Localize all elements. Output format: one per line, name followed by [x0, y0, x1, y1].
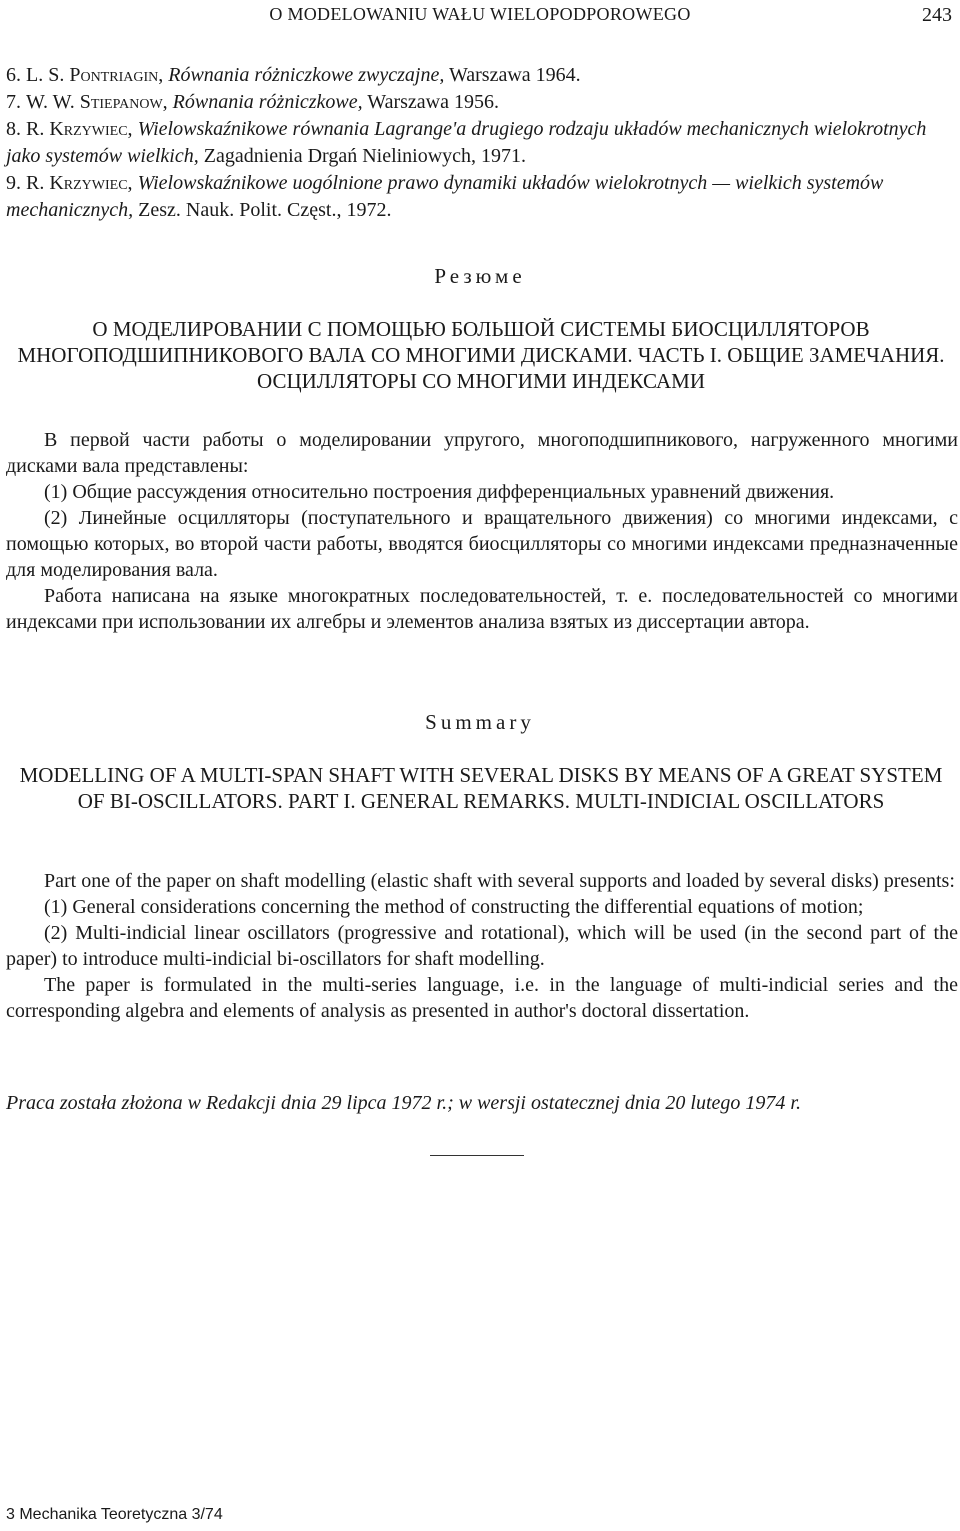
reference-number: 7.	[6, 91, 21, 113]
resume-paragraph: В первой части работы о моделировании упругого, многоподшипникового, нагруженного многими дисками вала представлены:	[6, 429, 958, 477]
summary-paragraph: (2) Multi-indicial linear oscillators (progressive and rotational), which will be used (in the second part of the paper) to introduce multi-indicial bi-oscillators for shaft modelling.	[6, 922, 958, 970]
reference-number: 6.	[6, 64, 21, 86]
summary-paragraph: The paper is formulated in the multi-series language, i.e. in the language of multi-indicial series and the corresponding algebra and elements of analysis as presented in author's doctoral dissertation.	[6, 974, 958, 1022]
summary-paragraph: (1) General considerations concerning the method of constructing the differential equations of motion;	[44, 896, 864, 918]
reference-item	[6, 89, 958, 116]
reference-item	[6, 116, 958, 170]
reference-author: W. W. Stiepanow,	[26, 91, 168, 113]
resume-heading: Резюме	[434, 264, 526, 288]
reference-title: Wielowskaźnikowe uogólnione prawo dynamiki układów wielokrotnych — wielkich systemów mechanicznych,	[6, 172, 884, 221]
running-title: O MODELOWANIU WAŁU WIELOPODPOROWEGO	[269, 4, 691, 24]
reference-title: Równania różniczkowe,	[172, 91, 363, 113]
resume-paragraph: (1) Общие рассуждения относительно построения дифференциальных уравнений движения.	[44, 481, 835, 503]
reference-title: Równania różniczkowe zwyczajne,	[168, 64, 445, 86]
resume-paragraph: Работа написана на языке многократных последовательностей, т. е. последовательностей со многими индексами при использовании их алгебры и элементов анализа взятых из диссертации автора.	[6, 585, 958, 633]
summary-abstract	[6, 868, 958, 1024]
summary-heading: Summary	[425, 710, 535, 734]
reference-source: Warszawa 1964.	[448, 64, 581, 86]
reference-source: Zagadnienia Drgań Nieliniowych, 1971.	[203, 145, 527, 167]
resume-abstract	[6, 427, 958, 635]
reference-title: Wielowskaźnikowe równania Lagrange'a drugiego rodzaju układów mechanicznych wielokrotnych jako systemów wielkich,	[6, 118, 927, 167]
resume-paragraph: (2) Линейные осцилляторы (поступательного и вращательного движения) со многими индексами, с помощью которых, во второй части работы, вводятся биосцилляторы со многими индексами предназначенные для моделирования вала.	[6, 507, 958, 581]
end-rule	[430, 1155, 524, 1156]
reference-item	[6, 170, 958, 224]
reference-number: 9.	[6, 172, 21, 194]
reference-author: L. S. Pontriagin,	[26, 64, 164, 86]
reference-author: R. Krzywiec,	[26, 118, 133, 140]
reference-author: R. Krzywiec,	[26, 172, 133, 194]
running-header	[0, 4, 960, 28]
page-number: 243	[922, 4, 952, 26]
resume-title: О МОДЕЛИРОВАНИИ С ПОМОЩЬЮ БОЛЬШОЙ СИСТЕМЫ БИОСЦИЛЛЯТОРОВ МНОГОПОДШИПНИКОВОГО ВАЛА СО МНОГИМИ ДИСКАМИ. ЧАСТЬ I. ОБЩИЕ ЗАМЕЧАНИЯ. ОСЦИЛЛЯТОРЫ СО МНОГИМИ ИНДЕКСАМИ	[17, 317, 945, 393]
reference-number: 8.	[6, 118, 21, 140]
reference-source: Zesz. Nauk. Polit. Częst., 1972.	[138, 199, 392, 221]
summary-title: MODELLING OF A MULTI-SPAN SHAFT WITH SEVERAL DISKS BY MEANS OF A GREAT SYSTEM OF BI-OSCILLATORS. PART I. GENERAL REMARKS. MULTI-INDICIAL OSCILLATORS	[19, 763, 943, 813]
summary-paragraph: Part one of the paper on shaft modelling (elastic shaft with several supports and loaded by several disks) presents:	[44, 870, 955, 892]
reference-item	[6, 62, 958, 89]
page-footer: 3 Mechanika Teoretyczna 3/74	[6, 1506, 223, 1523]
reference-list	[6, 62, 958, 224]
reference-source: Warszawa 1956.	[367, 91, 499, 113]
received-note: Praca została złożona w Redakcji dnia 29 lipca 1972 r.; w wersji ostatecznej dnia 20 lutego 1974 r.	[6, 1092, 801, 1114]
